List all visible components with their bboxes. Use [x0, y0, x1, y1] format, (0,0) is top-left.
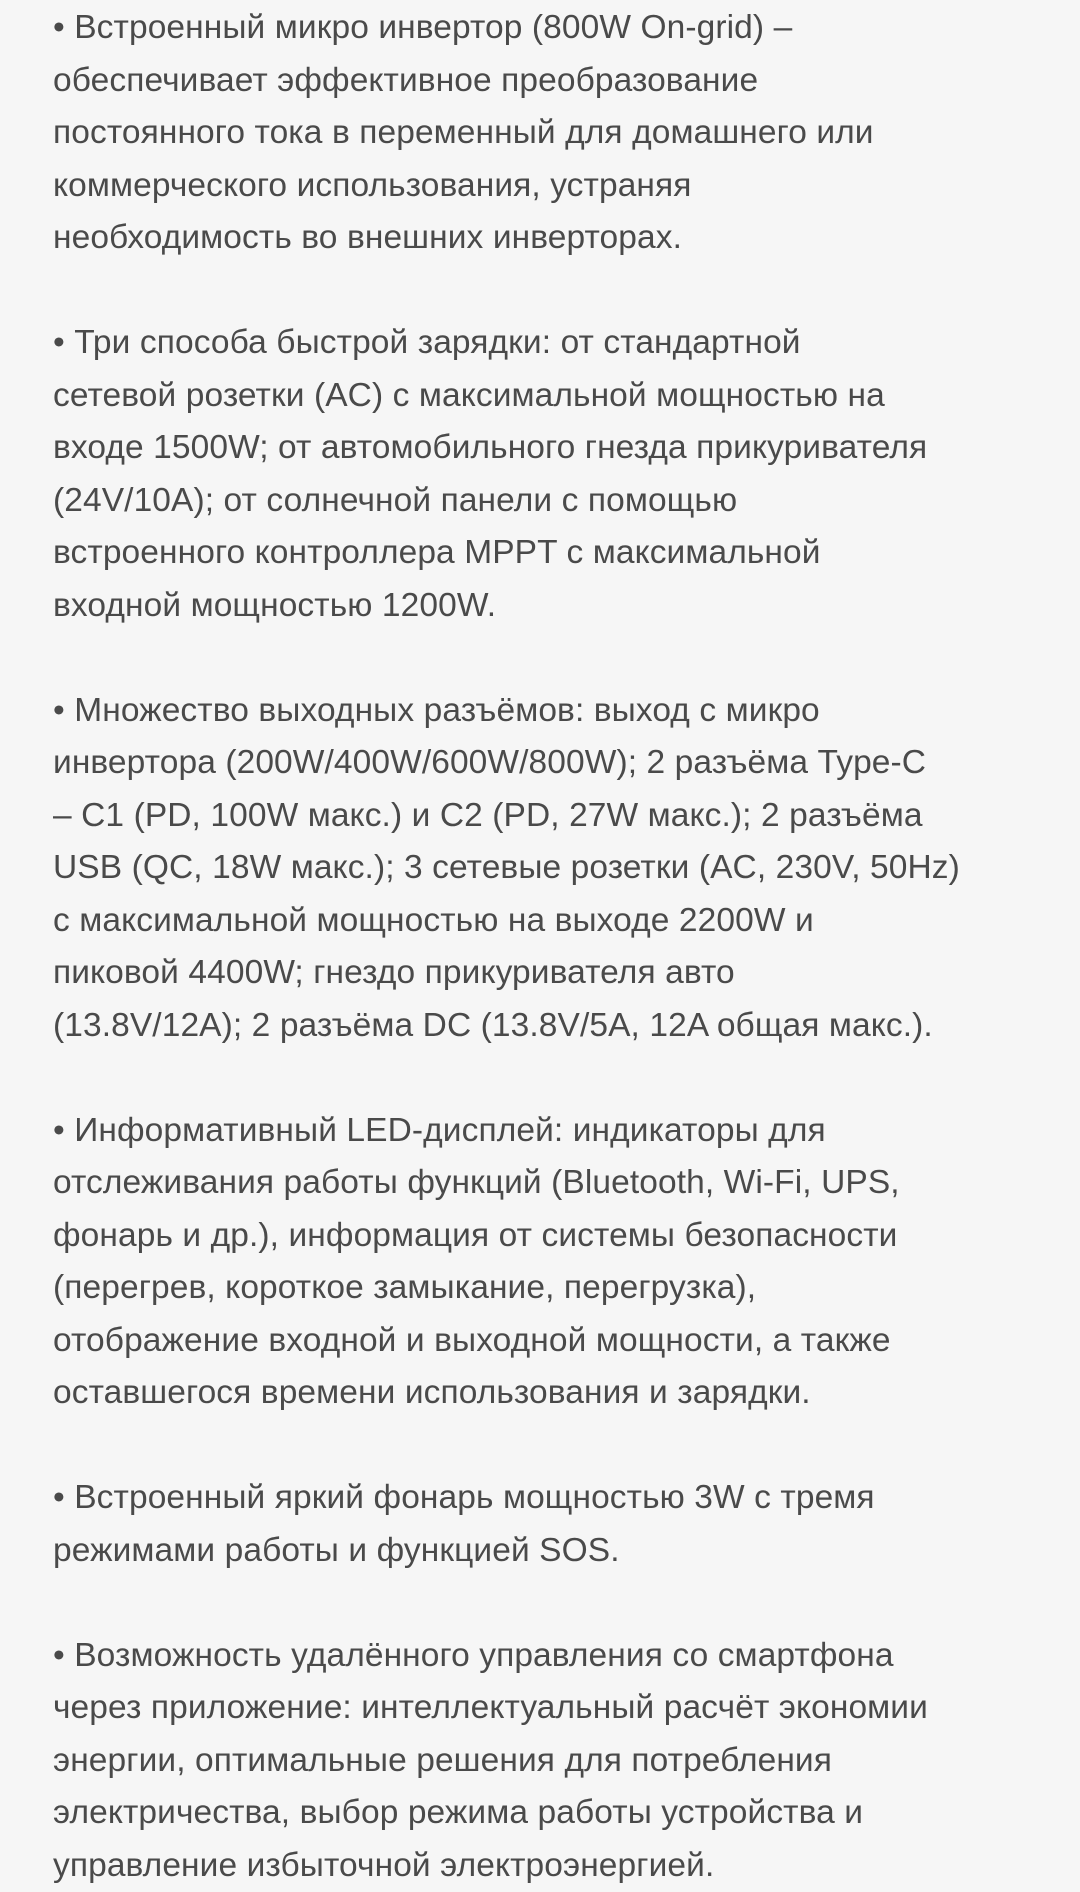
text-line: • Множество выходных разъёмов: выход с микро — [53, 685, 1026, 738]
text-line: сетевой розетки (AC) с максимальной мощностью на — [53, 370, 1026, 423]
text-line: пиковой 4400W; гнездо прикуривателя авто — [53, 947, 1026, 1000]
text-line: • Три способа быстрой зарядки: от стандартной — [53, 317, 1026, 370]
text-line: отслеживания работы функций (Bluetooth, Wi-Fi, UPS, — [53, 1157, 1026, 1210]
product-description — [0, 2, 1080, 1884]
text-line: • Встроенный яркий фонарь мощностью 3W с тремя — [53, 1472, 1026, 1525]
text-line: • Информативный LED-дисплей: индикаторы для — [53, 1105, 1026, 1158]
feature-paragraph-flashlight — [53, 1472, 1026, 1577]
text-line: USB (QC, 18W макс.); 3 сетевые розетки (AC, 230V, 50Hz) — [53, 842, 1026, 895]
paragraph-spacer — [53, 1420, 1026, 1473]
text-line: • Встроенный микро инвертор (800W On-grid) – — [53, 2, 1026, 55]
text-line: (перегрев, короткое замыкание, перегрузка), — [53, 1262, 1026, 1315]
text-line: постоянного тока в переменный для домашнего или — [53, 107, 1026, 160]
text-line: через приложение: интеллектуальный расчёт экономии — [53, 1682, 1026, 1735]
text-line: • Возможность удалённого управления со смартфона — [53, 1630, 1026, 1683]
text-line: оставшегося времени использования и зарядки. — [53, 1367, 1026, 1420]
text-line: необходимость во внешних инверторах. — [53, 212, 1026, 265]
text-line: (13.8V/12A); 2 разъёма DC (13.8V/5A, 12A общая макс.). — [53, 1000, 1026, 1053]
feature-paragraph-led-display — [53, 1105, 1026, 1420]
text-line: инвертора (200W/400W/600W/800W); 2 разъёма Type-C — [53, 737, 1026, 790]
text-line: с максимальной мощностью на выходе 2200W и — [53, 895, 1026, 948]
text-line: (24V/10A); от солнечной панели с помощью — [53, 475, 1026, 528]
text-line: встроенного контроллера MPPT с максимальной — [53, 527, 1026, 580]
paragraph-spacer — [53, 265, 1026, 318]
feature-paragraph-micro-inverter — [53, 2, 1026, 265]
text-line: коммерческого использования, устраняя — [53, 160, 1026, 213]
text-line: обеспечивает эффективное преобразование — [53, 55, 1026, 108]
text-line: входе 1500W; от автомобильного гнезда прикуривателя — [53, 422, 1026, 475]
paragraph-spacer — [53, 1052, 1026, 1105]
feature-paragraph-remote-control — [53, 1630, 1026, 1892]
text-line: энергии, оптимальные решения для потребления — [53, 1735, 1026, 1788]
text-line: отображение входной и выходной мощности, а также — [53, 1315, 1026, 1368]
text-line: электричества, выбор режима работы устройства и — [53, 1787, 1026, 1840]
text-line: – C1 (PD, 100W макс.) и C2 (PD, 27W макс.); 2 разъёма — [53, 790, 1026, 843]
text-line: управление избыточной электроэнергией. — [53, 1840, 1026, 1892]
paragraph-spacer — [53, 632, 1026, 685]
text-line: входной мощностью 1200W. — [53, 580, 1026, 633]
feature-paragraph-outputs — [53, 685, 1026, 1053]
text-line: режимами работы и функцией SOS. — [53, 1525, 1026, 1578]
paragraph-spacer — [53, 1577, 1026, 1630]
text-line: фонарь и др.), информация от системы безопасности — [53, 1210, 1026, 1263]
feature-paragraph-charging — [53, 317, 1026, 632]
